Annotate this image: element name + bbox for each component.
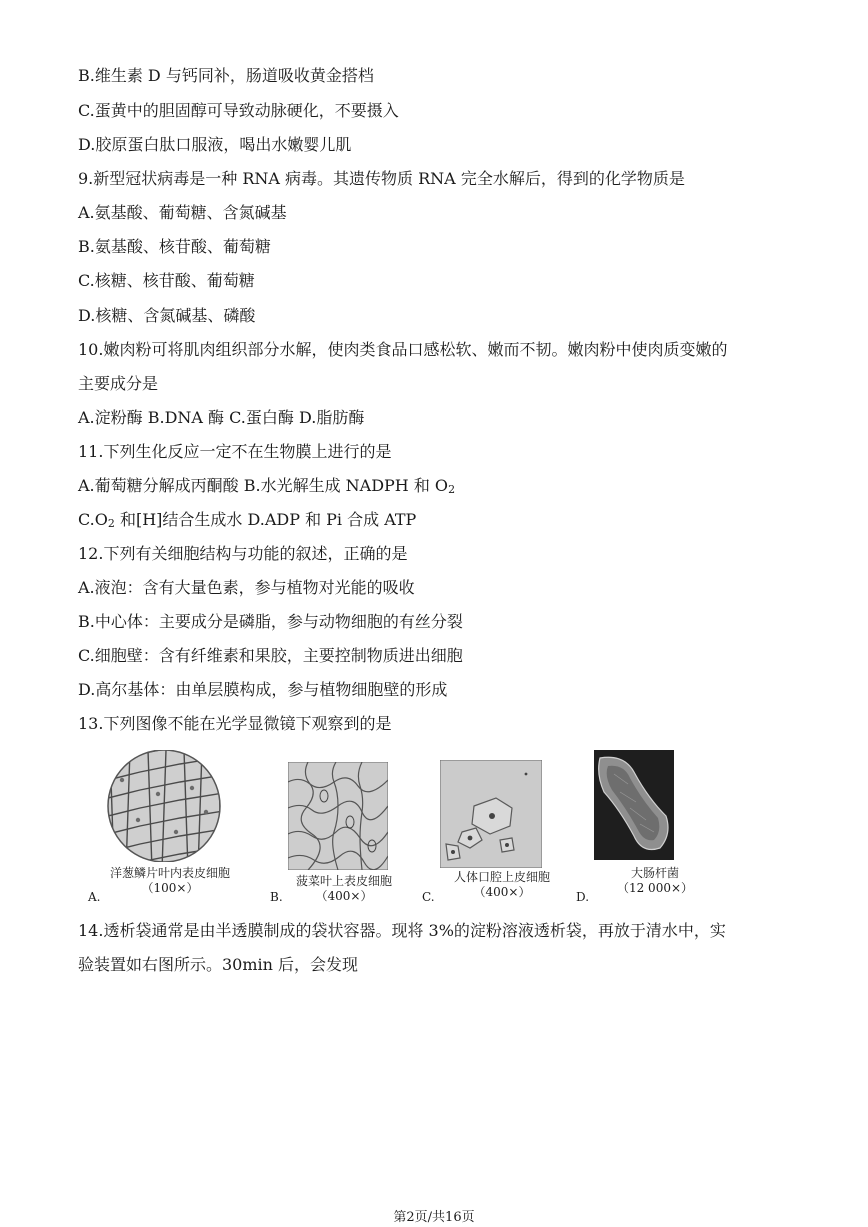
q11-options-cd-post: 和[H]结合生成水 D.ADP 和 Pi 合成 ATP: [114, 510, 417, 529]
figure-a-letter: A.: [88, 890, 101, 904]
q13-figures: [88, 750, 708, 910]
q13-stem: 13.下列图像不能在光学显微镜下观察到的是: [78, 714, 392, 733]
q12-option-c: C.细胞壁：含有纤维素和果胶，主要控制物质进出细胞: [78, 646, 463, 665]
q12-option-b: B.中心体：主要成分是磷脂，参与动物细胞的有丝分裂: [78, 612, 463, 631]
q12-stem: 12.下列有关细胞结构与功能的叙述，正确的是: [78, 544, 408, 563]
figure-d-caption-text: 大肠杆菌: [630, 866, 679, 880]
q9-option-c: C.核糖、核苷酸、葡萄糖: [78, 271, 255, 290]
q9-option-b: B.氨基酸、核苷酸、葡萄糖: [78, 237, 271, 256]
q8-option-d: D.胶原蛋白肽口服液，喝出水嫩婴儿肌: [78, 135, 352, 154]
q11-o2-subscript-2: 2: [107, 517, 115, 530]
figure-b-letter: B.: [270, 890, 283, 904]
figure-a-magnification: （100×）: [141, 881, 199, 895]
figure-c-caption: [432, 870, 572, 900]
e-coli-image: [594, 750, 674, 860]
q9-option-a: A.氨基酸、葡萄糖、含氮碱基: [78, 203, 287, 222]
q11-options-cd-pre: C.O: [78, 510, 108, 529]
q11-options-cd: [78, 510, 416, 530]
figure-b-caption: [288, 874, 400, 904]
q9-stem: 9.新型冠状病毒是一种 RNA 病毒。其遗传物质 RNA 完全水解后，得到的化学物质是: [78, 169, 685, 188]
q10-options: A.淀粉酶 B.DNA 酶 C.蛋白酶 D.脂肪酶: [78, 408, 365, 427]
figure-d-caption: [584, 866, 726, 896]
figure-d-letter: D.: [576, 890, 590, 904]
q11-options-ab: [78, 476, 455, 496]
figure-d: [576, 750, 726, 910]
onion-epidermis-image: [100, 750, 250, 862]
q8-option-c: C.蛋黄中的胆固醇可导致动脉硬化，不要摄入: [78, 101, 399, 120]
q10-stem-line1: 10.嫩肉粉可将肌肉组织部分水解，使肉类食品口感松软、嫩而不韧。嫩肉粉中使肉质变嫩的: [78, 340, 728, 359]
q14-stem-line2: 验装置如右图所示。30min 后，会发现: [78, 955, 359, 974]
oral-epithelial-image: [440, 760, 542, 868]
q14-stem-line1: 14.透析袋通常是由半透膜制成的袋状容器。现将 3%的淀粉溶液透析袋，再放于清水中，实: [78, 921, 726, 940]
q11-stem: 11.下列生化反应一定不在生物膜上进行的是: [78, 442, 392, 461]
figure-a-caption: [102, 866, 238, 896]
q10-stem-line2: 主要成分是: [78, 374, 159, 393]
figure-c-letter: C.: [422, 890, 435, 904]
q11-o2-subscript: 2: [448, 483, 456, 496]
figure-c-magnification: （400×）: [473, 885, 531, 899]
page-number: 第2页/共16页: [393, 1210, 475, 1225]
figure-b: [270, 750, 420, 910]
figure-c: [422, 750, 572, 910]
figure-c-caption-text: 人体口腔上皮细胞: [453, 870, 550, 884]
q9-option-d: D.核糖、含氮碱基、磷酸: [78, 306, 256, 325]
q12-option-a: A.液泡：含有大量色素，参与植物对光能的吸收: [78, 578, 415, 597]
q11-options-ab-text: A.葡萄糖分解成丙酮酸 B.水光解生成 NADPH 和 O: [78, 476, 449, 495]
figure-b-magnification: （400×）: [315, 889, 373, 903]
figure-b-caption-text: 菠菜叶上表皮细胞: [295, 874, 392, 888]
q8-option-b: B.维生素 D 与钙同补，肠道吸收黄金搭档: [78, 66, 374, 85]
q12-option-d: D.高尔基体：由单层膜构成，参与植物细胞壁的形成: [78, 680, 448, 699]
figure-a: [88, 750, 238, 910]
spinach-epidermis-image: [288, 762, 388, 870]
figure-d-magnification: （12 000×）: [616, 881, 694, 895]
figure-a-caption-text: 洋葱鳞片叶内表皮细胞: [109, 866, 230, 880]
